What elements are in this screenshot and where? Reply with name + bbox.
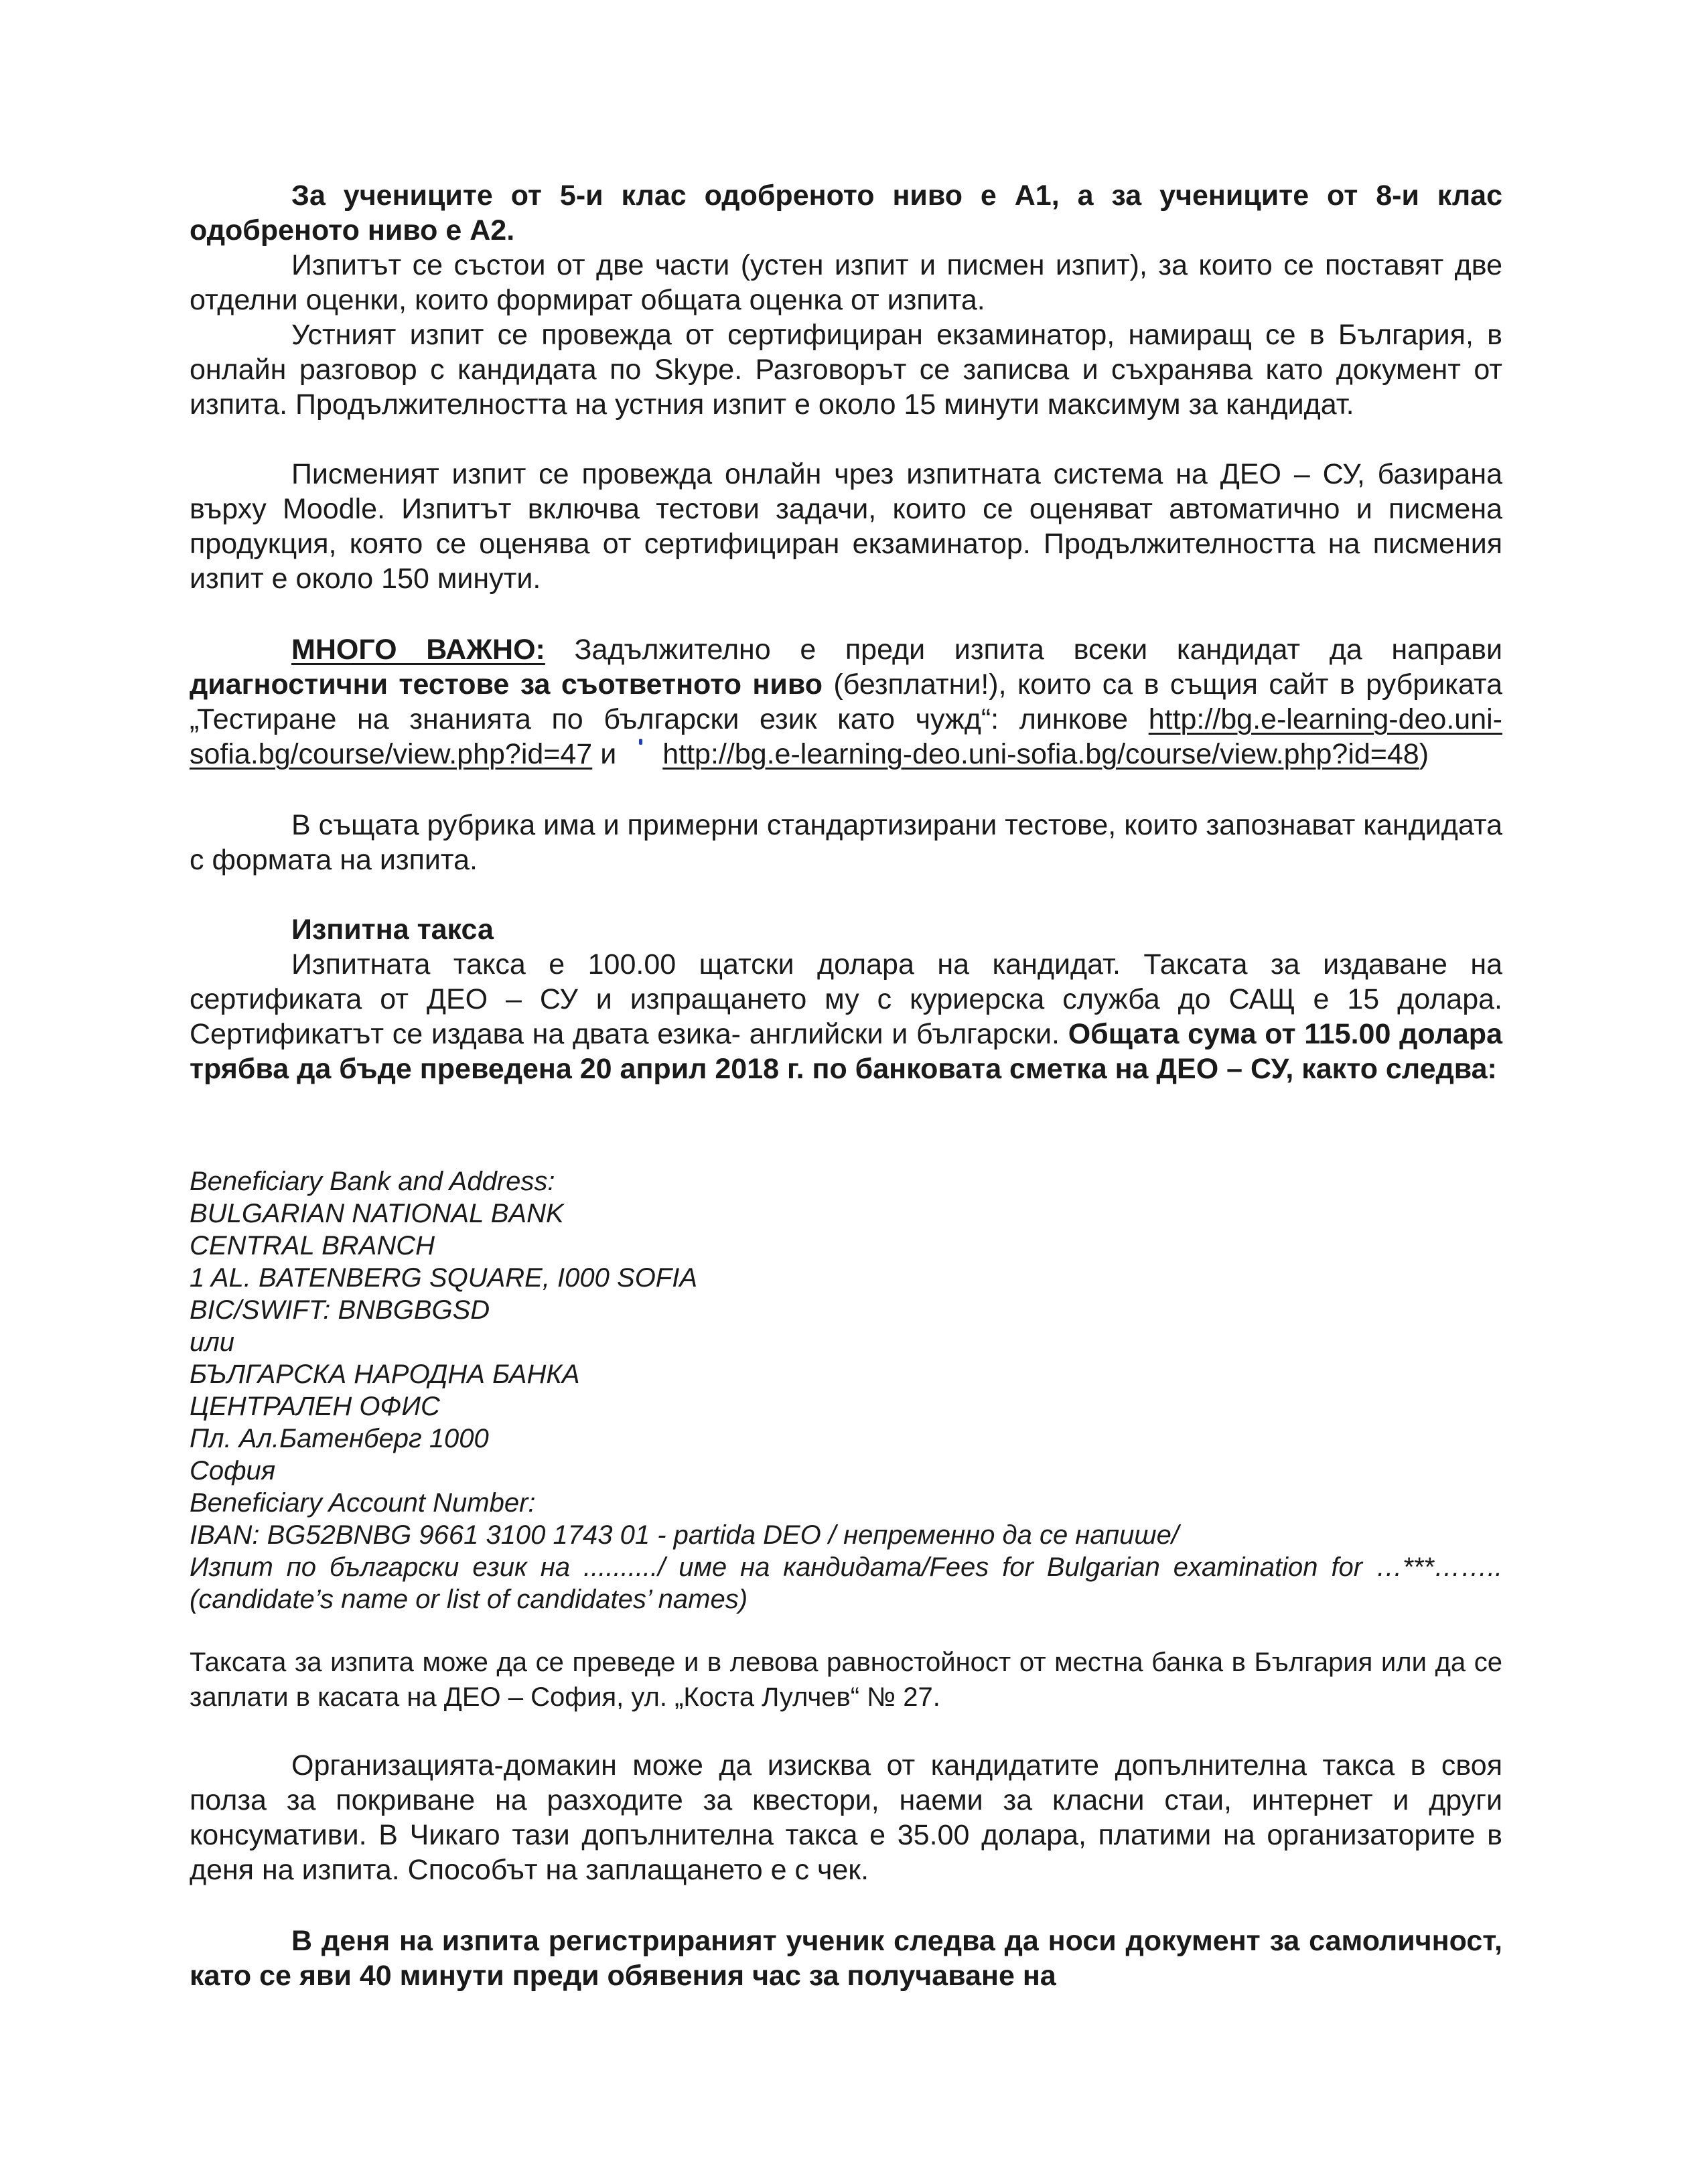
bank-line: София <box>190 1456 276 1485</box>
paragraph-host-fee: Организацията-домакин може да изисква от кандидатите допълнителна такса в своя полза за покриване на разходите за квестори, наеми за класни стаи, интернет и други консумативи. В Чикаго тази допълнителна такса е 35.00 долара, платими на организаторите в деня на изпита. Способът на заплащането е с чек. <box>190 1749 1502 1886</box>
paragraph-approved-levels: За учениците от 5-и клас одобреното ниво е А1, а за учениците от 8-и клас одобреното ниво е А2. <box>190 179 1502 246</box>
important-text-2: (безплатни!), които са в същия сайт в рубриката „Тестиране на знанията по български език като чужд“: линкове <box>190 668 1502 735</box>
fee-heading: Изпитна такса <box>291 914 494 946</box>
and-word: и <box>600 738 617 770</box>
bank-details <box>190 1165 1502 1615</box>
bank-line: БЪЛГАРСКА НАРОДНА БАНКА <box>190 1360 580 1389</box>
paragraph-oral-exam: Устният изпит се провежда от сертифициран екзаминатор, намиращ се в България, в онлайн разговор с кандидата по Skype. Разговорът се записва и съхранява като документ от изпита. Продължителността на устния изпит е около 15 минути максимум за кандидат. <box>190 319 1502 421</box>
paragraph-written-exam: Писменият изпит се провежда онлайн чрез изпитната система на ДЕО – СУ, базирана върху Moodle. Изпитът включва тестови задачи, които се оценяват автоматично и писмена продукция, която се оценява от сертифициран екзаминатор. Продължителността на писмения изпит е около 150 минути. <box>190 458 1502 595</box>
important-text-1: Задължително е преди изпита всеки кандидат да направи <box>545 634 1503 666</box>
paragraph-bgn-payment: Таксата за изпита може да се преведе и в левова равностойност от местна банка в България или да се заплати в касата на ДЕО – София, ул. „Коста Лулчев“ № 27. <box>190 1648 1502 1712</box>
paragraph-important <box>190 632 1502 772</box>
bank-line: CENTRAL BRANCH <box>190 1231 435 1260</box>
paragraph-fee <box>190 947 1502 1086</box>
iban-line: IBAN: BG52BNBG 9661 3100 1743 01 - partida DEO / непременно да се напише/ <box>190 1520 1179 1550</box>
fee-total-bold: Общата сума от 115.00 долара трябва да бъде преведена 20 април 2018 г. по банковата сметка на ДЕО – СУ, както следва: <box>190 1018 1502 1085</box>
bank-line: BULGARIAN NATIONAL BANK <box>190 1199 564 1228</box>
paragraph-exam-day: В деня на изпита регистрираният ученик следва да носи документ за самоличност, като се яви 40 минути преди обявения час за получаване на <box>190 1925 1502 1992</box>
paragraph-sample-tests: В същата рубрика има и примерни стандартизирани тестове, които запознават кандидата с формата на изпита. <box>190 809 1502 876</box>
important-label: МНОГО ВАЖНО: <box>291 634 545 666</box>
payment-reference-note: Изпит по български език на ........../ име на кандидата/Fees for Bulgarian examination for …***……..(candidate’s name or list of candidates’ names) <box>190 1552 1502 1614</box>
bank-line: Beneficiary Bank and Address: <box>190 1167 555 1196</box>
bank-line: или <box>190 1327 235 1357</box>
bank-line: 1 AL. BATENBERG SQUARE, I000 SOFIA <box>190 1263 698 1293</box>
important-bold-text: диагностични тестове за съответното ниво <box>190 668 823 701</box>
paragraph-exam-parts: Изпитът се състои от две части (устен изпит и писмен изпит), за които се поставят две отделни оценки, които формират общата оценка от изпита. <box>190 249 1502 316</box>
fee-text: Изпитната такса е 100.00 щатски долара на кандидат. Таксата за издаване на сертификата от ДЕО – СУ и изпращането му с куриерска служба до САЩ е 15 долара. Сертификатът се издава на двата езика- английски и български. <box>190 948 1502 1050</box>
important-close-paren: ) <box>1419 738 1429 770</box>
diagnostic-test-link-47[interactable]: http://bg.e-learning-deo.uni-sofia.bg/course/view.php?id=47 <box>190 703 1502 770</box>
diagnostic-test-link-48[interactable]: http://bg.e-learning-deo.uni-sofia.bg/course/view.php?id=48 <box>662 738 1419 770</box>
bank-line: ЦЕНТРАЛЕН ОФИС <box>190 1392 440 1421</box>
scan-artifact-dot <box>639 739 642 745</box>
bank-line: Пл. Ал.Батенберг 1000 <box>190 1424 489 1453</box>
bank-line: Beneficiary Account Number: <box>190 1488 536 1518</box>
bank-line: BIC/SWIFT: BNBGBGSD <box>190 1295 490 1325</box>
